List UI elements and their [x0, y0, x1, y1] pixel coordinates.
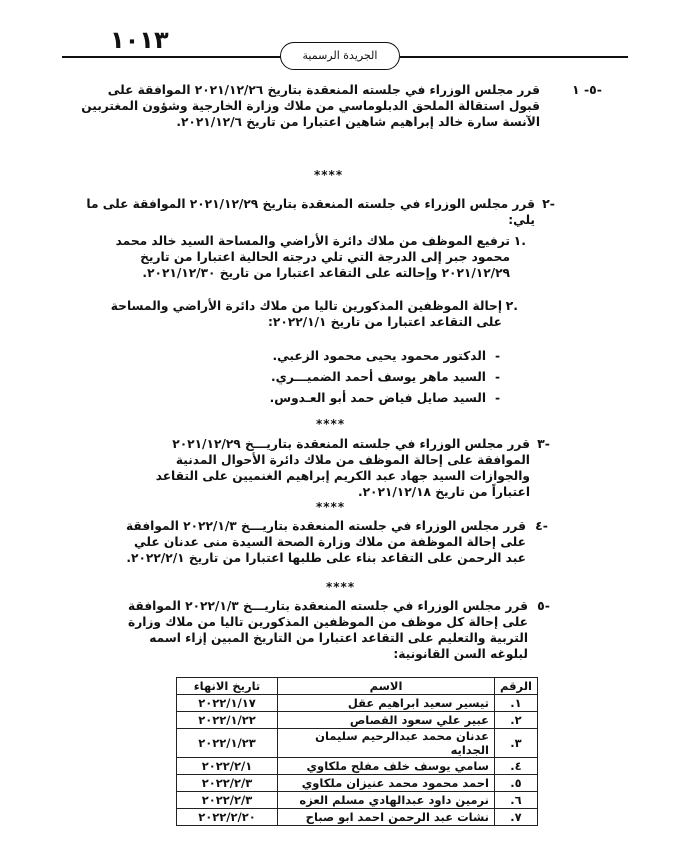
row-number: ٥. — [495, 775, 538, 792]
column-header-number: الرقم — [495, 678, 538, 695]
section-5-number: ٥- — [537, 598, 550, 613]
section-2-item-1 — [86, 233, 510, 281]
page-number: ١٠١٣ — [110, 26, 169, 54]
table-row — [177, 775, 538, 792]
row-name: تيسير سعيد ابراهيم عقل — [278, 695, 495, 712]
section-5-1-number: ٥- ١- — [571, 82, 602, 97]
row-end-date: ٢٠٢٢/١/٢٢ — [177, 712, 278, 729]
row-end-date: ٢٠٢٢/٢/١ — [177, 758, 278, 775]
column-header-name: الاسم — [278, 678, 495, 695]
row-number: ٧. — [495, 809, 538, 826]
section-5-1 — [80, 82, 540, 130]
table-row — [177, 809, 538, 826]
section-3 — [116, 436, 530, 500]
section-2-number: ٢- — [542, 196, 555, 211]
section-4 — [118, 518, 526, 566]
table-header-row — [177, 678, 538, 695]
row-name: عدنان محمد عبدالرحيم سليمان الجدايه — [278, 729, 495, 758]
retiree-name-list — [230, 346, 500, 409]
row-end-date: ٢٠٢٢/٢/٣ — [177, 775, 278, 792]
section-5-1-text: قرر مجلس الوزراء في جلسته المنعقدة بتاريخ ٢٠٢١/١٢/٢٦ الموافقة على قبول استقالة الملحق الدبلوماسي من ملاك وزارة الخارجية وشؤون المغتربين الآنسة سارة خالد إبراهيم شاهين اعتبارا من تاريخ ٢٠٢١/١٢/٦. — [81, 83, 540, 129]
header-rule-right — [400, 56, 628, 58]
row-end-date: ٢٠٢٢/١/٢٣ — [177, 729, 278, 758]
section-2-item-2-number: ٢. — [505, 298, 518, 313]
row-name: نشات عبد الرحمن احمد ابو صباح — [278, 809, 495, 826]
list-item: - الدكتور محمود يحيى محمود الزعبي. — [230, 346, 500, 367]
table-row — [177, 758, 538, 775]
row-name: سامي يوسف خلف مفلح ملكاوي — [278, 758, 495, 775]
gazette-title-badge: الجريدة الرسمية — [280, 42, 400, 70]
section-3-number: ٣- — [537, 436, 550, 451]
column-header-end-date: تاريخ الانهاء — [177, 678, 278, 695]
section-5 — [118, 598, 528, 662]
section-2-item-1-text: ترفيع الموظف من ملاك دائرة الأراضي والمساحة السيد خالد محمد محمود جبر إلى الدرجة التي تلي درجته الحالية اعتبارا من تاريخ ٢٠٢١/١٢/٢٩ وإحالته على التقاعد اعتبارا من تاريخ ٢٠٢١/١٢/٣٠. — [115, 234, 510, 280]
row-number: ٣. — [495, 729, 538, 758]
separator-stars: **** — [316, 417, 346, 431]
row-name: احمد محمود محمد عنيزان ملكاوي — [278, 775, 495, 792]
list-item: - السيد صايل فياض حمد أبو العـدوس. — [230, 388, 500, 409]
section-5-text: قرر مجلس الوزراء في جلسته المنعقدة بتاريـــخ ٢٠٢٢/١/٣ الموافقة على إحالة كل موظف من الموظفين المذكورين تاليا من ملاك وزارة التربية والتعليم على التقاعد اعتبارا من التاريخ المبين إزاء اسمه لبلوغه السن القانونية: — [128, 599, 528, 661]
section-2-intro-text: قرر مجلس الوزراء في جلسته المنعقدة بتاريخ ٢٠٢١/١٢/٢٩ الموافقة على ما يلي: — [86, 197, 535, 227]
row-name: عبير علي سعود القصاص — [278, 712, 495, 729]
row-number: ٦. — [495, 792, 538, 809]
section-2-item-2-text: إحالة الموظفين المذكورين تاليا من ملاك دائرة الأراضي والمساحة على التقاعد اعتبارا من تاريخ ٢٠٢٢/١/١: — [110, 299, 502, 329]
table-row — [177, 712, 538, 729]
section-2-item-2 — [86, 298, 502, 330]
row-number: ٤. — [495, 758, 538, 775]
table-row — [177, 792, 538, 809]
table-row — [177, 695, 538, 712]
row-end-date: ٢٠٢٢/٢/٢٠ — [177, 809, 278, 826]
section-4-number: ٤- — [535, 518, 548, 533]
separator-stars: **** — [326, 580, 356, 594]
row-number: ١. — [495, 695, 538, 712]
header-rule-left — [62, 56, 284, 58]
section-2-intro — [80, 196, 535, 228]
separator-stars: **** — [316, 500, 346, 514]
row-name: نرمين داود عبدالهادي مسلم العزه — [278, 792, 495, 809]
row-end-date: ٢٠٢٢/٢/٣ — [177, 792, 278, 809]
row-number: ٢. — [495, 712, 538, 729]
retirement-table — [176, 677, 538, 826]
list-item: - السيد ماهر يوسف أحمد الضميـــري. — [230, 367, 500, 388]
section-3-text: قرر مجلس الوزراء في جلسته المنعقدة بتاريـــخ ٢٠٢١/١٢/٢٩ الموافقة على إحالة الموظف من ملاك دائرة الأحوال المدنية والجوازات السيد جهاد عبد الكريم إبراهيم الغنميين على التقاعد اعتباراً من تاريخ ٢٠٢١/١٢/١٨. — [155, 437, 530, 499]
section-2-item-1-number: ١. — [513, 233, 526, 248]
table-row — [177, 729, 538, 758]
separator-stars: **** — [314, 168, 344, 182]
row-end-date: ٢٠٢٢/١/١٧ — [177, 695, 278, 712]
section-4-text: قرر مجلس الوزراء في جلسته المنعقدة بتاريـــخ ٢٠٢٢/١/٣ الموافقة على إحالة الموظفة من ملاك وزارة الصحة السيدة منى عدنان علي عبد الرحمن على التقاعد بناء على طلبها اعتبارا من تاريخ ٢٠٢٢/٢/١. — [126, 519, 526, 565]
